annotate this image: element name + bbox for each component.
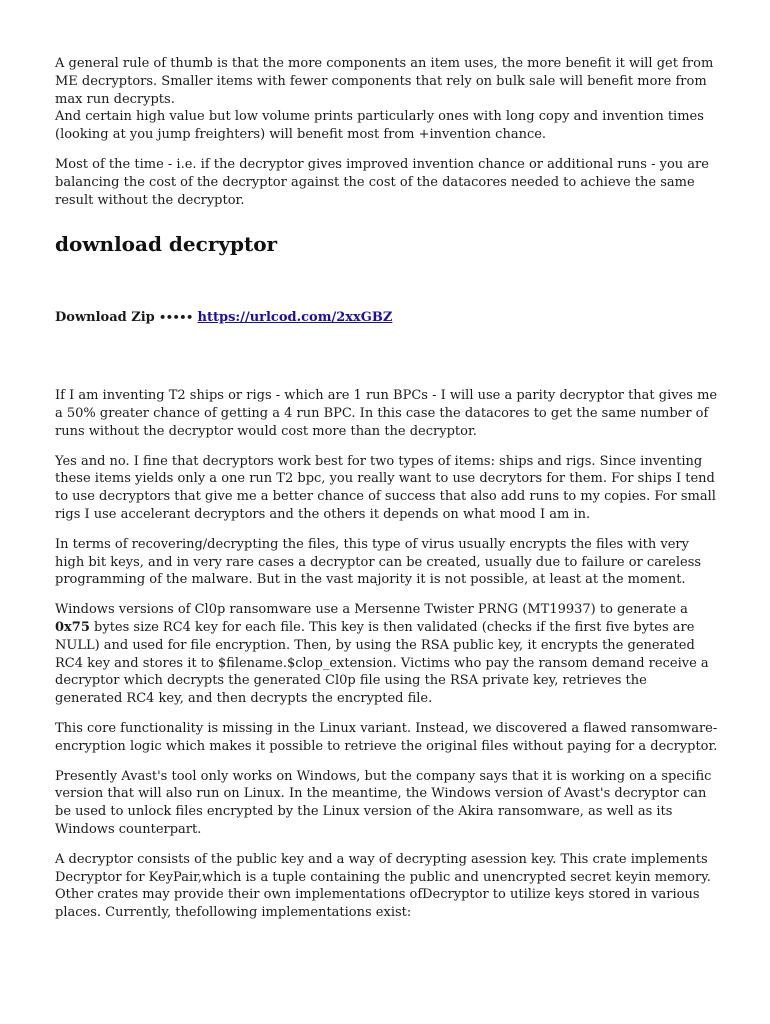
clop-text-before: Windows versions of Cl0p ransomware use a Mersenne Twister PRNG (MT19937) to generate a — [55, 602, 688, 618]
download-label: Download Zip ∙∙∙∙∙ — [55, 310, 193, 326]
paragraph-linux-variant: This core functionality is missing in the Linux variant. Instead, we discovered a flawed ransomware-encryption logic which makes it possible to retrieve the original files without paying for a decryptor. — [55, 720, 718, 754]
clop-text-after: bytes size RC4 key for each file. This key is then validated (checks if the first five bytes are NULL) and used for file encryption. Then, by using the RSA public key, it encrypts the generated RC4 key and stores it to $filename.$clop_extension. Victims who pay the ransom demand receive a decryptor which decrypts the generated Cl0p file using the RSA private key, retrieves the generated RC4 key, and then decrypts the encrypted file. — [55, 619, 709, 707]
spacer — [55, 327, 718, 387]
page-heading: download decryptor — [55, 232, 278, 257]
download-line — [55, 309, 718, 327]
intro-paragraph-2: Most of the time - i.e. if the decryptor gives improved invention chance or additional runs - you are balancing the cost of the decryptor against the cost of the datacores needed to achieve the same result without the decryptor. — [55, 156, 709, 208]
paragraph-yes-and-no: Yes and no. I fine that decryptors work best for two types of items: ships and rigs. Since inventing these items yields only a one run T2 bpc, you really want to use decrytors for them. For ships I tend to use decryptors that give me a better chance of success that also add runs to my copies. For small rigs I use accelerant decryptors and the others it depends on what mood I am in. — [55, 453, 716, 522]
paragraph-clop — [55, 601, 718, 708]
intro-paragraph-1a: A general rule of thumb is that the more components an item uses, the more benefit it will get from ME decryptors. Smaller items with fewer components that rely on bulk sale will benefit more from max run decrypts. — [55, 56, 714, 107]
paragraph-decryptor-crate: A decryptor consists of the public key and a way of decrypting asession key. This crate implements Decryptor for KeyPair,which is a tuple containing the public and unencrypted secret keyin memory. Other crates may provide their own implementations ofDecryptor to utilize keys stored in various places. Currently, thefollowing implementations exist: — [55, 851, 711, 921]
download-link[interactable]: https://urlcod.com/2xxGBZ — [197, 310, 393, 326]
paragraph-recovering: In terms of recovering/decrypting the files, this type of virus usually encrypts the files with very high bit keys, and in very rare cases a decryptor can be created, usually due to failure or careless programming of the malware. But in the vast majority it is not possible, at least at the moment. — [55, 536, 702, 588]
intro-paragraph-1b: And certain high value but low volume prints particularly ones with long copy and invention times (looking at you jump freighters) will benefit most from +invention chance. — [55, 109, 704, 143]
paragraph-avast: Presently Avast's tool only works on Windows, but the company says that it is working on a specific version that will also run on Linux. In the meantime, the Windows version of Avast's decryptor can be used to unlock files encrypted by the Linux version of the Akira ransomware, as well as its Windows counterpart. — [55, 768, 712, 837]
clop-bold-key-size: 0x75 — [55, 619, 90, 635]
paragraph-t2-ships: If I am inventing T2 ships or rigs - which are 1 run BPCs - I will use a parity decryptor that gives me a 50% greater chance of getting a 4 run BPC. In this case the datacores to get the same number of runs without the decryptor would cost more than the decryptor. — [55, 388, 718, 439]
